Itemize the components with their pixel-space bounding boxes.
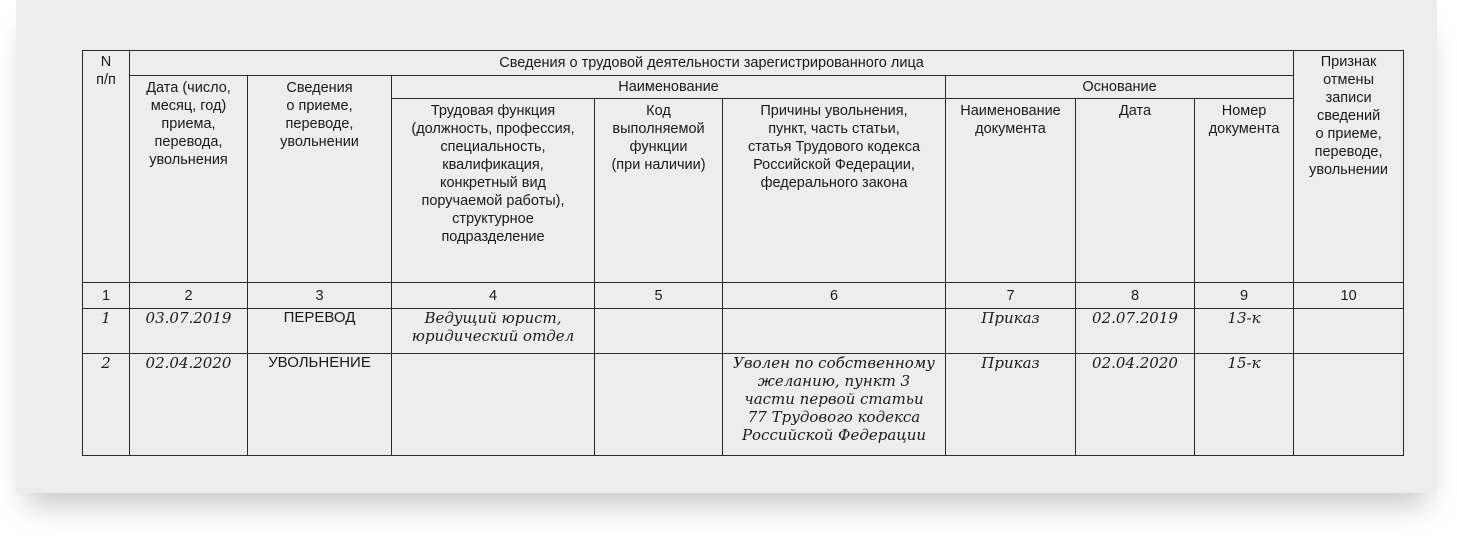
column-number-row xyxy=(83,283,1404,309)
row-document-number: 15-к xyxy=(1195,354,1294,456)
header-dismissal-reason: Причины увольнения, пункт, часть статьи, статья Трудового кодекса Российской Федерации, федерального закона xyxy=(723,99,946,283)
row-cancel-flag xyxy=(1294,309,1404,354)
row-date: 03.07.2019 xyxy=(130,309,248,354)
row-function-code xyxy=(595,354,723,456)
column-number: 8 xyxy=(1076,283,1195,309)
header-document-number: Номер документа xyxy=(1195,99,1294,283)
header-name-group: Наименование xyxy=(392,76,946,99)
row-document-date: 02.07.2019 xyxy=(1076,309,1195,354)
column-number: 10 xyxy=(1294,283,1404,309)
row-labor-function: Ведущий юрист, юридический отдел xyxy=(392,309,595,354)
header-event-info: Сведения о приеме, переводе, увольнении xyxy=(248,76,392,283)
column-number: 2 xyxy=(130,283,248,309)
row-document-date: 02.04.2020 xyxy=(1076,354,1195,456)
row-cancel-flag xyxy=(1294,354,1404,456)
header-group-title: Сведения о трудовой деятельности зарегистрированного лица xyxy=(130,51,1294,76)
column-number: 3 xyxy=(248,283,392,309)
labor-activity-table xyxy=(82,50,1404,456)
row-event: УВОЛЬНЕНИЕ xyxy=(248,354,392,456)
row-document-name: Приказ xyxy=(946,309,1076,354)
column-number: 7 xyxy=(946,283,1076,309)
row-document-name: Приказ xyxy=(946,354,1076,456)
row-labor-function xyxy=(392,354,595,456)
row-event: ПЕРЕВОД xyxy=(248,309,392,354)
header-document-name: Наименование документа xyxy=(946,99,1076,283)
header-document-date: Дата xyxy=(1076,99,1195,283)
row-dismissal-reason: Уволен по собственному желанию, пункт 3 части первой статьи 77 Трудового кодекса Российской Федерации xyxy=(723,354,946,456)
column-number: 9 xyxy=(1195,283,1294,309)
table-row xyxy=(83,354,1404,456)
table-row xyxy=(83,309,1404,354)
header-function-code: Код выполняемой функции (при наличии) xyxy=(595,99,723,283)
column-number: 6 xyxy=(723,283,946,309)
header-basis-group: Основание xyxy=(946,76,1294,99)
row-number: 2 xyxy=(83,354,130,456)
document-card xyxy=(16,0,1437,493)
column-number: 4 xyxy=(392,283,595,309)
header-row-number: N п/п xyxy=(83,51,130,283)
row-function-code xyxy=(595,309,723,354)
row-date: 02.04.2020 xyxy=(130,354,248,456)
row-number: 1 xyxy=(83,309,130,354)
row-document-number: 13-к xyxy=(1195,309,1294,354)
column-number: 1 xyxy=(83,283,130,309)
header-date: Дата (число, месяц, год) приема, перевода, увольнения xyxy=(130,76,248,283)
header-labor-function: Трудовая функция (должность, профессия, специальность, квалификация, конкретный вид поручаемой работы), структурное подразделение xyxy=(392,99,595,283)
header-cancel-flag: Признак отмены записи сведений о приеме, переводе, увольнении xyxy=(1294,51,1404,283)
row-dismissal-reason xyxy=(723,309,946,354)
column-number: 5 xyxy=(595,283,723,309)
